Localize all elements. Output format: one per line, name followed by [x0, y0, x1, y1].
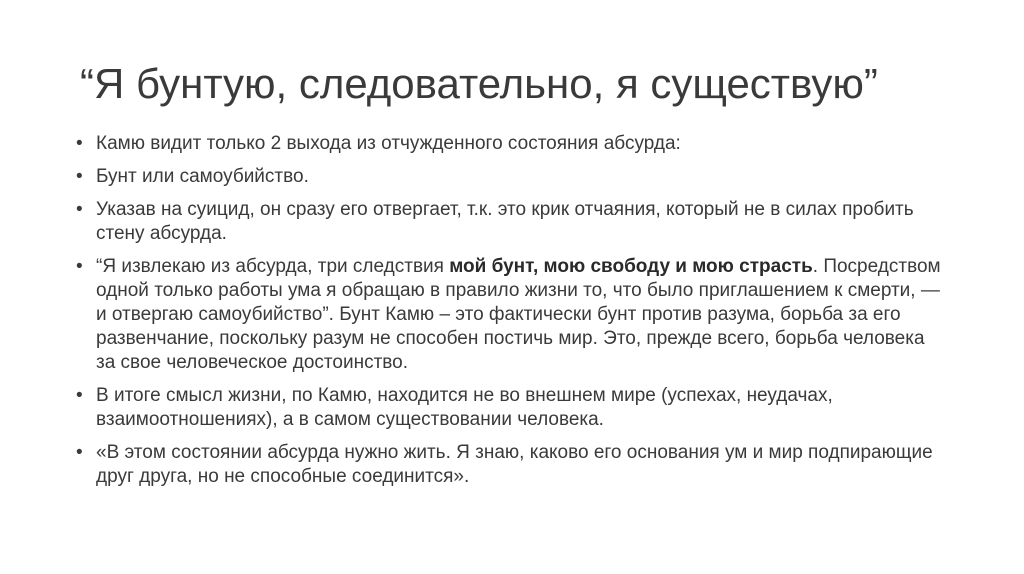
bullet-text: Бунт или самоубийство. [96, 166, 309, 187]
bullet-marker: • [76, 199, 83, 220]
bullet-text: «В этом состоянии абсурда нужно жить. Я знаю, каково его основания ум и мир подпирающие друг друга, но не способные соединится». [96, 442, 933, 487]
bullet-text: Камю видит только 2 выхода из отчужденного состояния абсурда: [96, 133, 681, 154]
bullet-text: В итоге смысл жизни, по Камю, находится не во внешнем мире (успехах, неудачах, взаимоотношениях), а в самом существовании человека. [96, 385, 833, 430]
bullet-text-after: . Посредством одной только работы ума я обращаю в правило жизни то, что было приглашением к смерти, — и отвергаю самоубийство”. Бунт Камю – это фактически бунт против разума, борьба за его развенчание, поскольку разум не способен постичь мир. Это, прежде всего, борьба человека за свое человеческое достоинство. [96, 256, 941, 373]
bullet-item [76, 255, 948, 375]
bullet-item [76, 384, 948, 432]
bullet-marker: • [76, 442, 83, 463]
bullet-item [76, 165, 948, 189]
bullet-marker: • [76, 133, 83, 154]
bullet-item [76, 441, 948, 489]
bullet-list [76, 132, 948, 498]
bullet-text-bold: мой бунт, мою свободу и мою страсть [449, 256, 813, 277]
bullet-item [76, 132, 948, 156]
bullet-marker: • [76, 256, 83, 277]
bullet-marker: • [76, 166, 83, 187]
bullet-text: Указав на суицид, он сразу его отвергает, т.к. это крик отчаяния, который не в силах пробить стену абсурда. [96, 199, 914, 244]
bullet-marker: • [76, 385, 83, 406]
bullet-text-before: “Я извлекаю из абсурда, три следствия [96, 256, 450, 277]
slide-title: “Я бунтую, следовательно, я существую” [80, 60, 878, 107]
bullet-item [76, 198, 948, 246]
